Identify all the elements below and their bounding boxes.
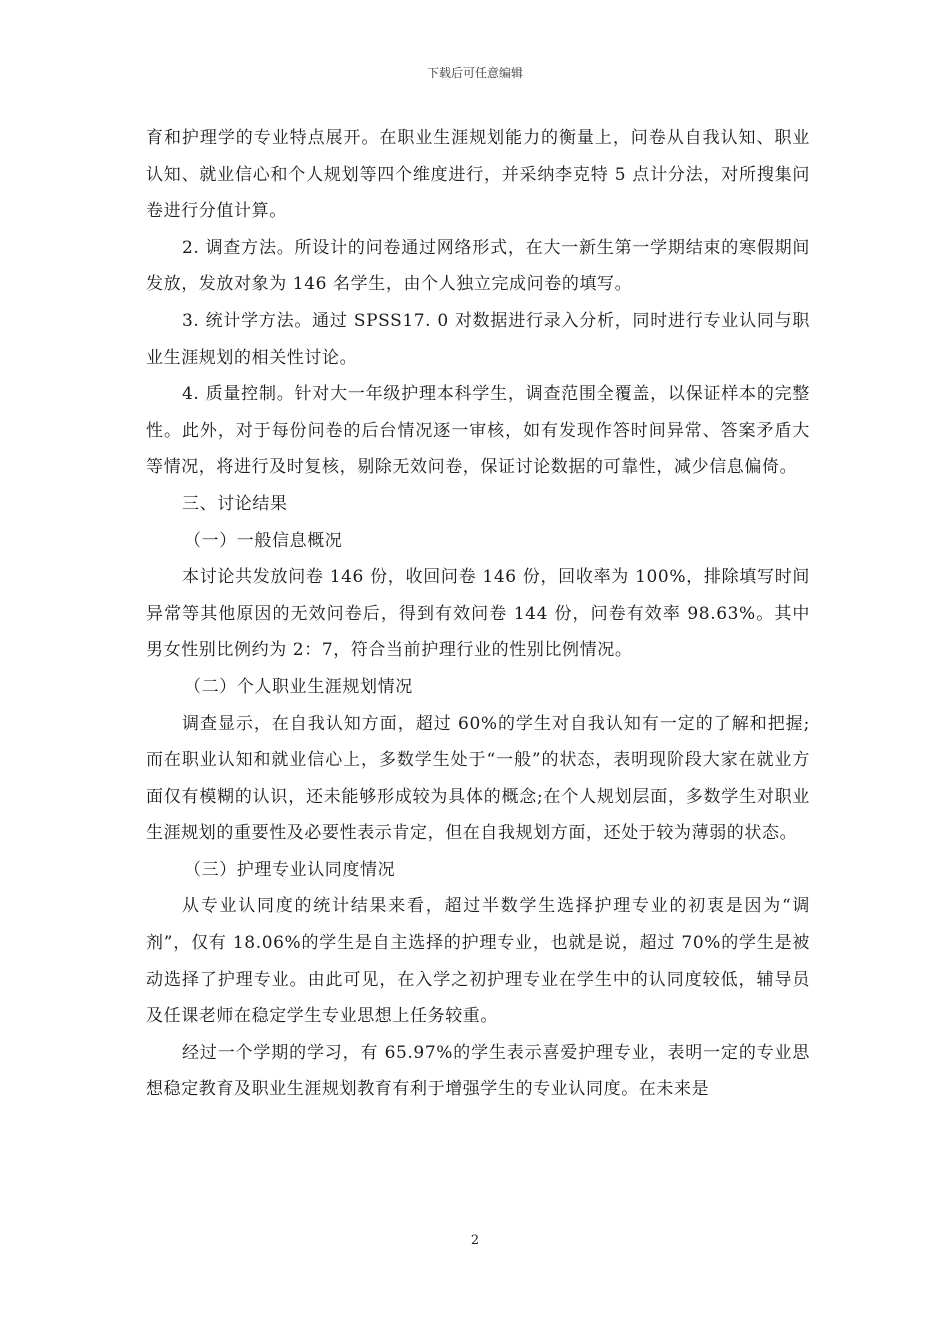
subsection-heading-professional-identity: （三）护理专业认同度情况: [184, 859, 396, 880]
paragraph-quality-control: 4. 质量控制。针对大一年级护理本科学生，调查范围全覆盖，以保证样本的完整性。此外，对于每份问卷的后台情况逐一审核，如有发现作答时间异常、答案矛盾大等情况，将进行及时复核，剔除无效问卷，保证讨论数据的可靠性，减少信息偏倚。: [146, 384, 810, 478]
paragraph-professional-identity: 从专业认同度的统计结果来看，超过半数学生选择护理专业的初衷是因为“调剂”，仅有 18.06%的学生是自主选择的护理专业，也就是说，超过 70%的学生是被动选择了护理专业。由此可见，在入学之初护理专业在学生中的认同度较低，辅导员及任课老师在稳定学生专业思想上任务较重。: [146, 896, 810, 1027]
paragraph-semester-outcome: 经过一个学期的学习，有 65.97%的学生表示喜爱护理专业，表明一定的专业思想稳定教育及职业生涯规划教育有利于增强学生的专业认同度。在未来是: [146, 1042, 810, 1100]
paragraph-survey-method: 2. 调查方法。所设计的问卷通过网络形式，在大一新生第一学期结束的寒假期间发放，发放对象为 146 名学生，由个人独立完成问卷的填写。: [146, 237, 810, 295]
header-note: 下载后可任意编辑: [426, 66, 523, 80]
subsection-heading-general-info: （一）一般信息概况: [184, 530, 343, 551]
paragraph-continued: 育和护理学的专业特点展开。在职业生涯规划能力的衡量上，问卷从自我认知、职业认知、就业信心和个人规划等四个维度进行，并采纳李克特 5 点计分法，对所搜集问卷进行分值计算。: [146, 128, 810, 222]
paragraph-career-planning: 调查显示，在自我认知方面，超过 60%的学生对自我认知有一定的了解和把握;而在职业认知和就业信心上，多数学生处于“一般”的状态，表明现阶段大家在就业方面仅有模糊的认识，还未能够形成较为具体的概念;在个人规划层面，多数学生对职业生涯规划的重要性及必要性表示肯定，但在自我规划方面，还处于较为薄弱的状态。: [146, 713, 810, 844]
page-number: 2: [470, 1233, 480, 1248]
paragraph-statistics-method: 3. 统计学方法。通过 SPSS17. 0 对数据进行录入分析，同时进行专业认同与职业生涯规划的相关性讨论。: [146, 310, 810, 368]
subsection-heading-career-planning: （二）个人职业生涯规划情况: [184, 676, 413, 697]
paragraph-general-info: 本讨论共发放问卷 146 份，收回问卷 146 份，回收率为 100%，排除填写时间异常等其他原因的无效问卷后，得到有效问卷 144 份，问卷有效率 98.63%。其中男女性别比例约为 2：7，符合当前护理行业的性别比例情况。: [146, 567, 810, 661]
section-heading-results: 三、讨论结果: [182, 493, 288, 514]
document-body: [146, 120, 810, 1108]
